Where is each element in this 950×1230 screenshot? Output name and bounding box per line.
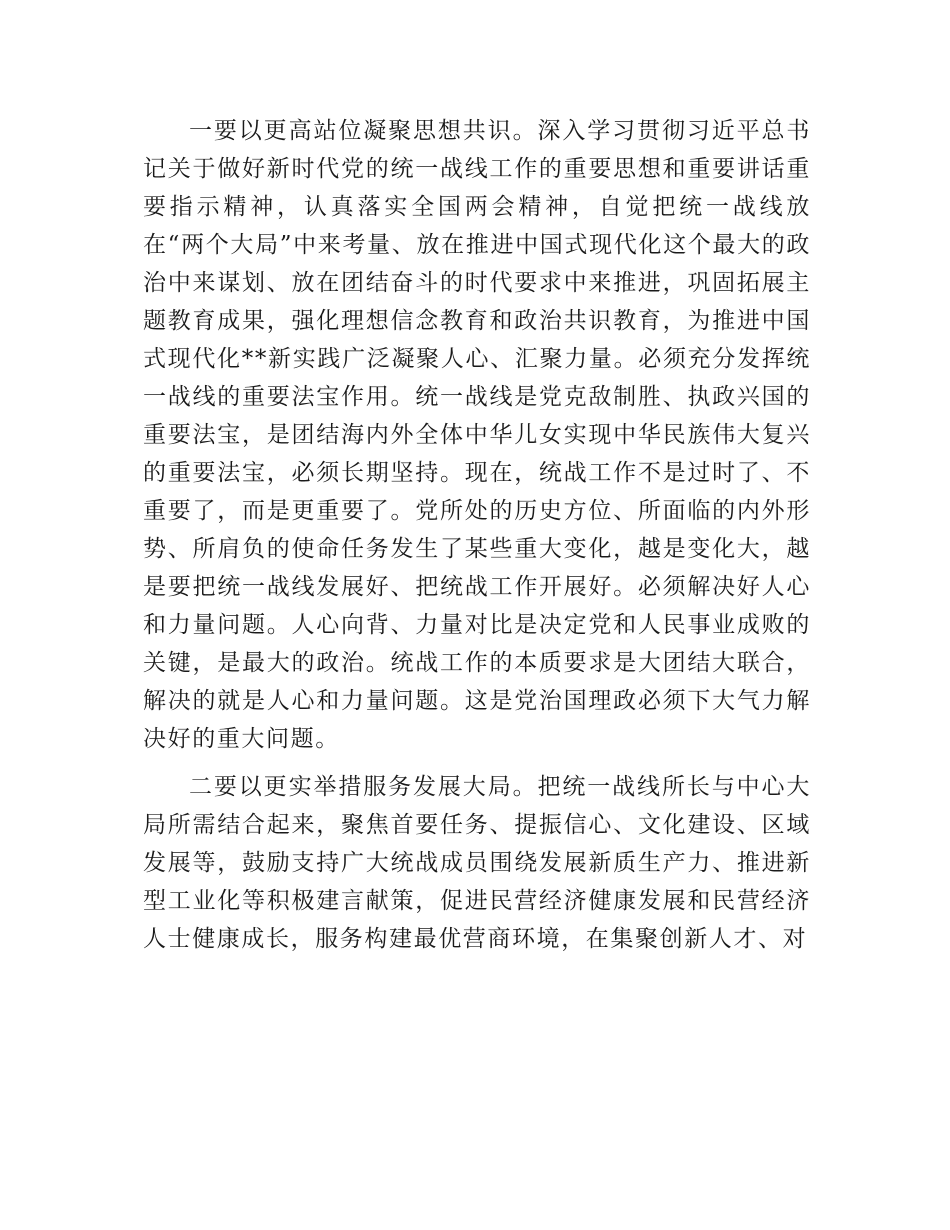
document-body (143, 112, 811, 958)
paragraph-2: 二要以更实举措服务发展大局。把统一战线所长与中心大局所需结合起来，聚焦首要任务、提振信心、文化建设、区域发展等，鼓励支持广大统战成员围绕发展新质生产力、推进新型工业化等积极建言献策，促进民营经济健康发展和民营经济人士健康成长，服务构建最优营商环境，在集聚创新人才、对 (143, 774, 811, 952)
paragraph-1: 一要以更高站位凝聚思想共识。深入学习贯彻习近平总书记关于做好新时代党的统一战线工作的重要思想和重要讲话重要指示精神，认真落实全国两会精神，自觉把统一战线放在“两个大局”中来考量、放在推进中国式现代化这个最大的政治中来谋划、放在团结奋斗的时代要求中来推进，巩固拓展主题教育成果，强化理想信念教育和政治共识教育，为推进中国式现代化**新实践广泛凝聚人心、汇聚力量。必须充分发挥统一战线的重要法宝作用。统一战线是党克敌制胜、执政兴国的重要法宝，是团结海内外全体中华儿女实现中华民族伟大复兴的重要法宝，必须长期坚持。现在，统战工作不是过时了、不重要了，而是更重要了。党所处的历史方位、所面临的内外形势、所肩负的使命任务发生了某些重大变化，越是变化大，越是要把统一战线发展好、把统战工作开展好。必须解决好人心和力量问题。人心向背、力量对比是决定党和人民事业成败的关键，是最大的政治。统战工作的本质要求是大团结大联合，解决的就是人心和力量问题。这是党治国理政必须下大气力解决好的重大问题。 (143, 118, 811, 752)
